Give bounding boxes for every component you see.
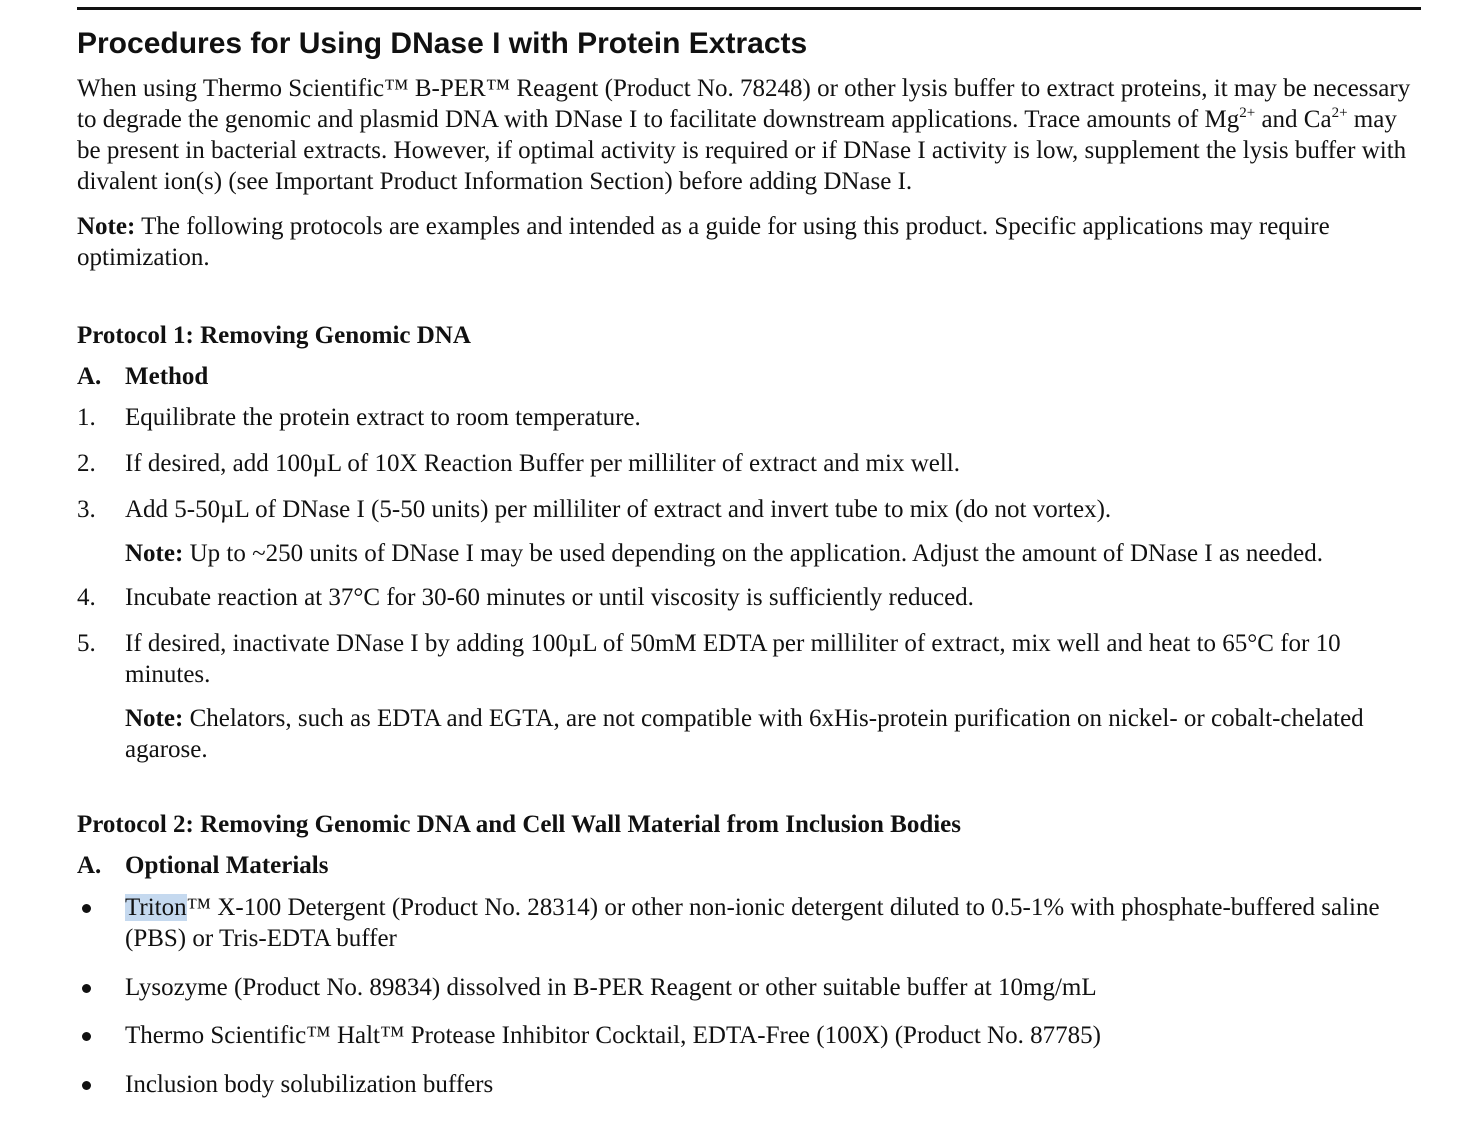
section-heading: Procedures for Using DNase I with Protein Extracts	[77, 27, 808, 60]
step-text: If desired, add 100µL of 10X Reaction Buffer per milliliter of extract and mix well.	[125, 450, 960, 477]
step-3-note	[125, 538, 1421, 569]
step-5-note	[125, 703, 1421, 765]
step-number: 4.	[77, 584, 96, 611]
note-label: Note:	[125, 540, 184, 567]
bullet-icon	[82, 984, 91, 993]
step-number: 5.	[77, 630, 96, 657]
step-number: 1.	[77, 404, 96, 431]
top-rule	[77, 7, 1421, 10]
intro-text-1: When using Thermo Scientific™ B-PER™ Reagent (Product No. 78248) or other lysis buffer to extract proteins, it may be necessary to degrade the genomic and plasmid DNA with DNase I to facilitate downstream applications. Trace amounts of Mg	[77, 75, 1411, 133]
bullet-icon	[82, 1081, 91, 1090]
bullet-text	[125, 892, 1421, 954]
bullet-text: Thermo Scientific™ Halt™ Protease Inhibitor Cocktail, EDTA-Free (100X) (Product No. 87785)	[125, 1022, 1101, 1049]
step-number: 3.	[77, 496, 96, 523]
step-text: If desired, inactivate DNase I by adding 100µL of 50mM EDTA per milliliter of extract, mix well and heat to 65°C for 10 minutes.	[125, 630, 1341, 688]
note-label: Note:	[77, 213, 136, 240]
step-text: Equilibrate the protein extract to room temperature.	[125, 404, 641, 431]
intro-paragraph	[77, 73, 1421, 197]
bullet-icon	[82, 1032, 91, 1041]
step-text: Incubate reaction at 37°C for 30-60 minutes or until viscosity is sufficiently reduced.	[125, 584, 974, 611]
protocol-2-title: Protocol 2: Removing Genomic DNA and Cell Wall Material from Inclusion Bodies	[77, 811, 961, 838]
general-note	[77, 211, 1421, 273]
note-text: The following protocols are examples and intended as a guide for using this product. Specific applications may require optimization.	[77, 213, 1330, 271]
subsection-title: Optional Materials	[125, 852, 329, 879]
intro-text-3: may be present in bacterial extracts. However, if optimal activity is required or if DNase I activity is low, supplement the lysis buffer with divalent ion(s) (see Important Product Information Section) before adding DNase I.	[77, 106, 1407, 195]
ca-charge-superscript: 2+	[1331, 105, 1348, 121]
intro-text-2: and Ca	[1255, 106, 1332, 133]
note-text: Chelators, such as EDTA and EGTA, are not compatible with 6xHis-protein purification on nickel- or cobalt-chelated agarose.	[125, 705, 1364, 763]
step-text: Add 5-50µL of DNase I (5-50 units) per milliliter of extract and invert tube to mix (do not vortex).	[125, 496, 1112, 523]
step-number: 2.	[77, 450, 96, 477]
text-selection-highlight: Triton	[125, 894, 187, 921]
bullet-text-rest: ™ X-100 Detergent (Product No. 28314) or other non-ionic detergent diluted to 0.5-1% with phosphate-buffered saline (PBS) or Tris-EDTA buffer	[125, 894, 1380, 952]
bullet-text: Lysozyme (Product No. 89834) dissolved in B-PER Reagent or other suitable buffer at 10mg/mL	[125, 974, 1097, 1001]
protocol-1-title: Protocol 1: Removing Genomic DNA	[77, 322, 471, 349]
mg-charge-superscript: 2+	[1239, 105, 1256, 121]
subsection-title: Method	[125, 363, 209, 390]
subsection-letter: A.	[77, 852, 102, 879]
subsection-letter: A.	[77, 363, 102, 390]
note-label: Note:	[125, 705, 184, 732]
bullet-icon	[82, 904, 91, 913]
note-text: Up to ~250 units of DNase I may be used depending on the application. Adjust the amount of DNase I as needed.	[183, 540, 1323, 567]
bullet-text: Inclusion body solubilization buffers	[125, 1071, 494, 1098]
